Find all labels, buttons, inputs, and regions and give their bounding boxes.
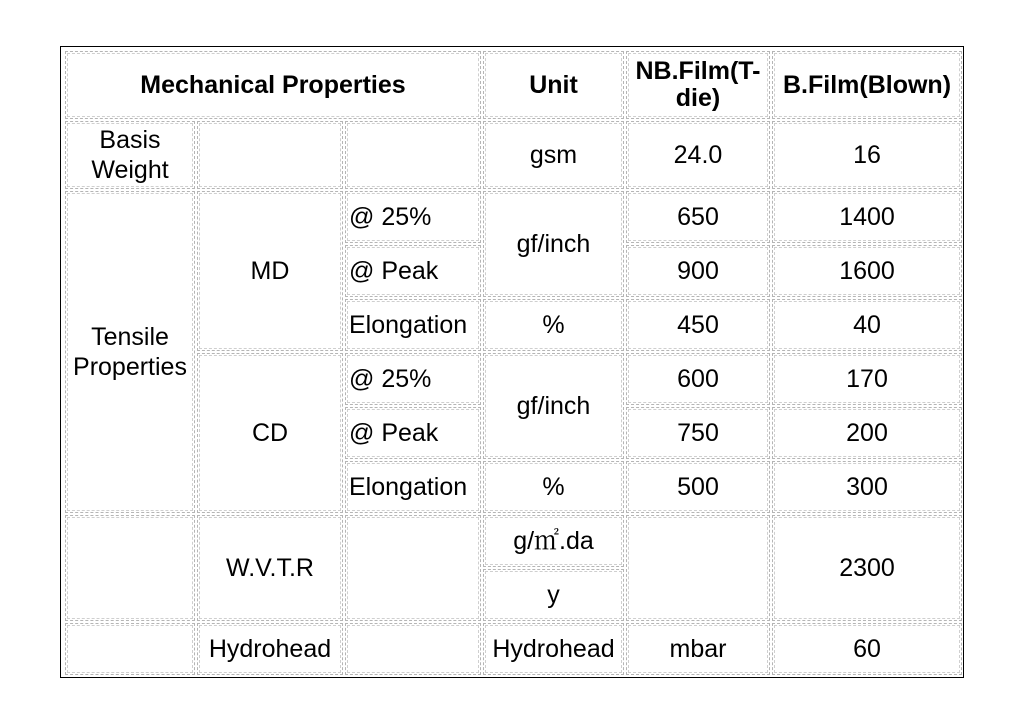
basis-weight-empty-1 bbox=[197, 121, 343, 189]
wvtr-empty-sub bbox=[345, 515, 481, 621]
md-peak-label: @ Peak bbox=[345, 245, 481, 297]
md-at25-label: @ 25% bbox=[345, 191, 481, 243]
hydrohead-label: Hydrohead bbox=[197, 623, 343, 675]
wvtr-nb-empty bbox=[626, 515, 770, 621]
basis-weight-unit: gsm bbox=[483, 121, 624, 189]
cd-strength-unit: gf/inch bbox=[483, 353, 624, 459]
cd-elongation-unit: % bbox=[483, 461, 624, 513]
header-mechanical-properties: Mechanical Properties bbox=[65, 51, 481, 119]
md-peak-nb: 900 bbox=[626, 245, 770, 297]
header-nb-film: NB.Film(T-die) bbox=[626, 51, 770, 119]
md-label: MD bbox=[197, 191, 343, 351]
cd-label: CD bbox=[197, 353, 343, 513]
cd-elongation-label: Elongation bbox=[345, 461, 481, 513]
hydrohead-unit: mbar bbox=[626, 623, 770, 675]
wvtr-unit-line2: y bbox=[483, 569, 624, 621]
wvtr-empty-left bbox=[65, 515, 195, 621]
wvtr-label: W.V.T.R bbox=[197, 515, 343, 621]
properties-table bbox=[60, 46, 964, 678]
md-elongation-unit: % bbox=[483, 299, 624, 351]
cd-elongation-nb: 500 bbox=[626, 461, 770, 513]
cd-peak-label: @ Peak bbox=[345, 407, 481, 459]
md-at25-nb: 650 bbox=[626, 191, 770, 243]
hydrohead-b: 60 bbox=[772, 623, 962, 675]
md-strength-unit: gf/inch bbox=[483, 191, 624, 297]
basis-weight-nb: 24.0 bbox=[626, 121, 770, 189]
cd-at25-nb: 600 bbox=[626, 353, 770, 405]
md-elongation-b: 40 bbox=[772, 299, 962, 351]
md-peak-b: 1600 bbox=[772, 245, 962, 297]
hydrohead-empty-sub bbox=[345, 623, 481, 675]
basis-weight-label: Basis Weight bbox=[65, 121, 195, 189]
cd-elongation-b: 300 bbox=[772, 461, 962, 513]
wvtr-unit-line1: g/㎡.da bbox=[483, 515, 624, 567]
header-unit: Unit bbox=[483, 51, 624, 119]
header-b-film: B.Film(Blown) bbox=[772, 51, 962, 119]
cd-at25-b: 170 bbox=[772, 353, 962, 405]
md-elongation-label: Elongation bbox=[345, 299, 481, 351]
hydrohead-empty-left bbox=[65, 623, 195, 675]
wvtr-b: 2300 bbox=[772, 515, 962, 621]
md-at25-b: 1400 bbox=[772, 191, 962, 243]
cd-at25-label: @ 25% bbox=[345, 353, 481, 405]
md-elongation-nb: 450 bbox=[626, 299, 770, 351]
tensile-properties-label: Tensile Properties bbox=[65, 191, 195, 513]
hydrohead-unit-col-text: Hydrohead bbox=[483, 623, 624, 675]
basis-weight-empty-2 bbox=[345, 121, 481, 189]
basis-weight-b: 16 bbox=[772, 121, 962, 189]
cd-peak-b: 200 bbox=[772, 407, 962, 459]
cd-peak-nb: 750 bbox=[626, 407, 770, 459]
